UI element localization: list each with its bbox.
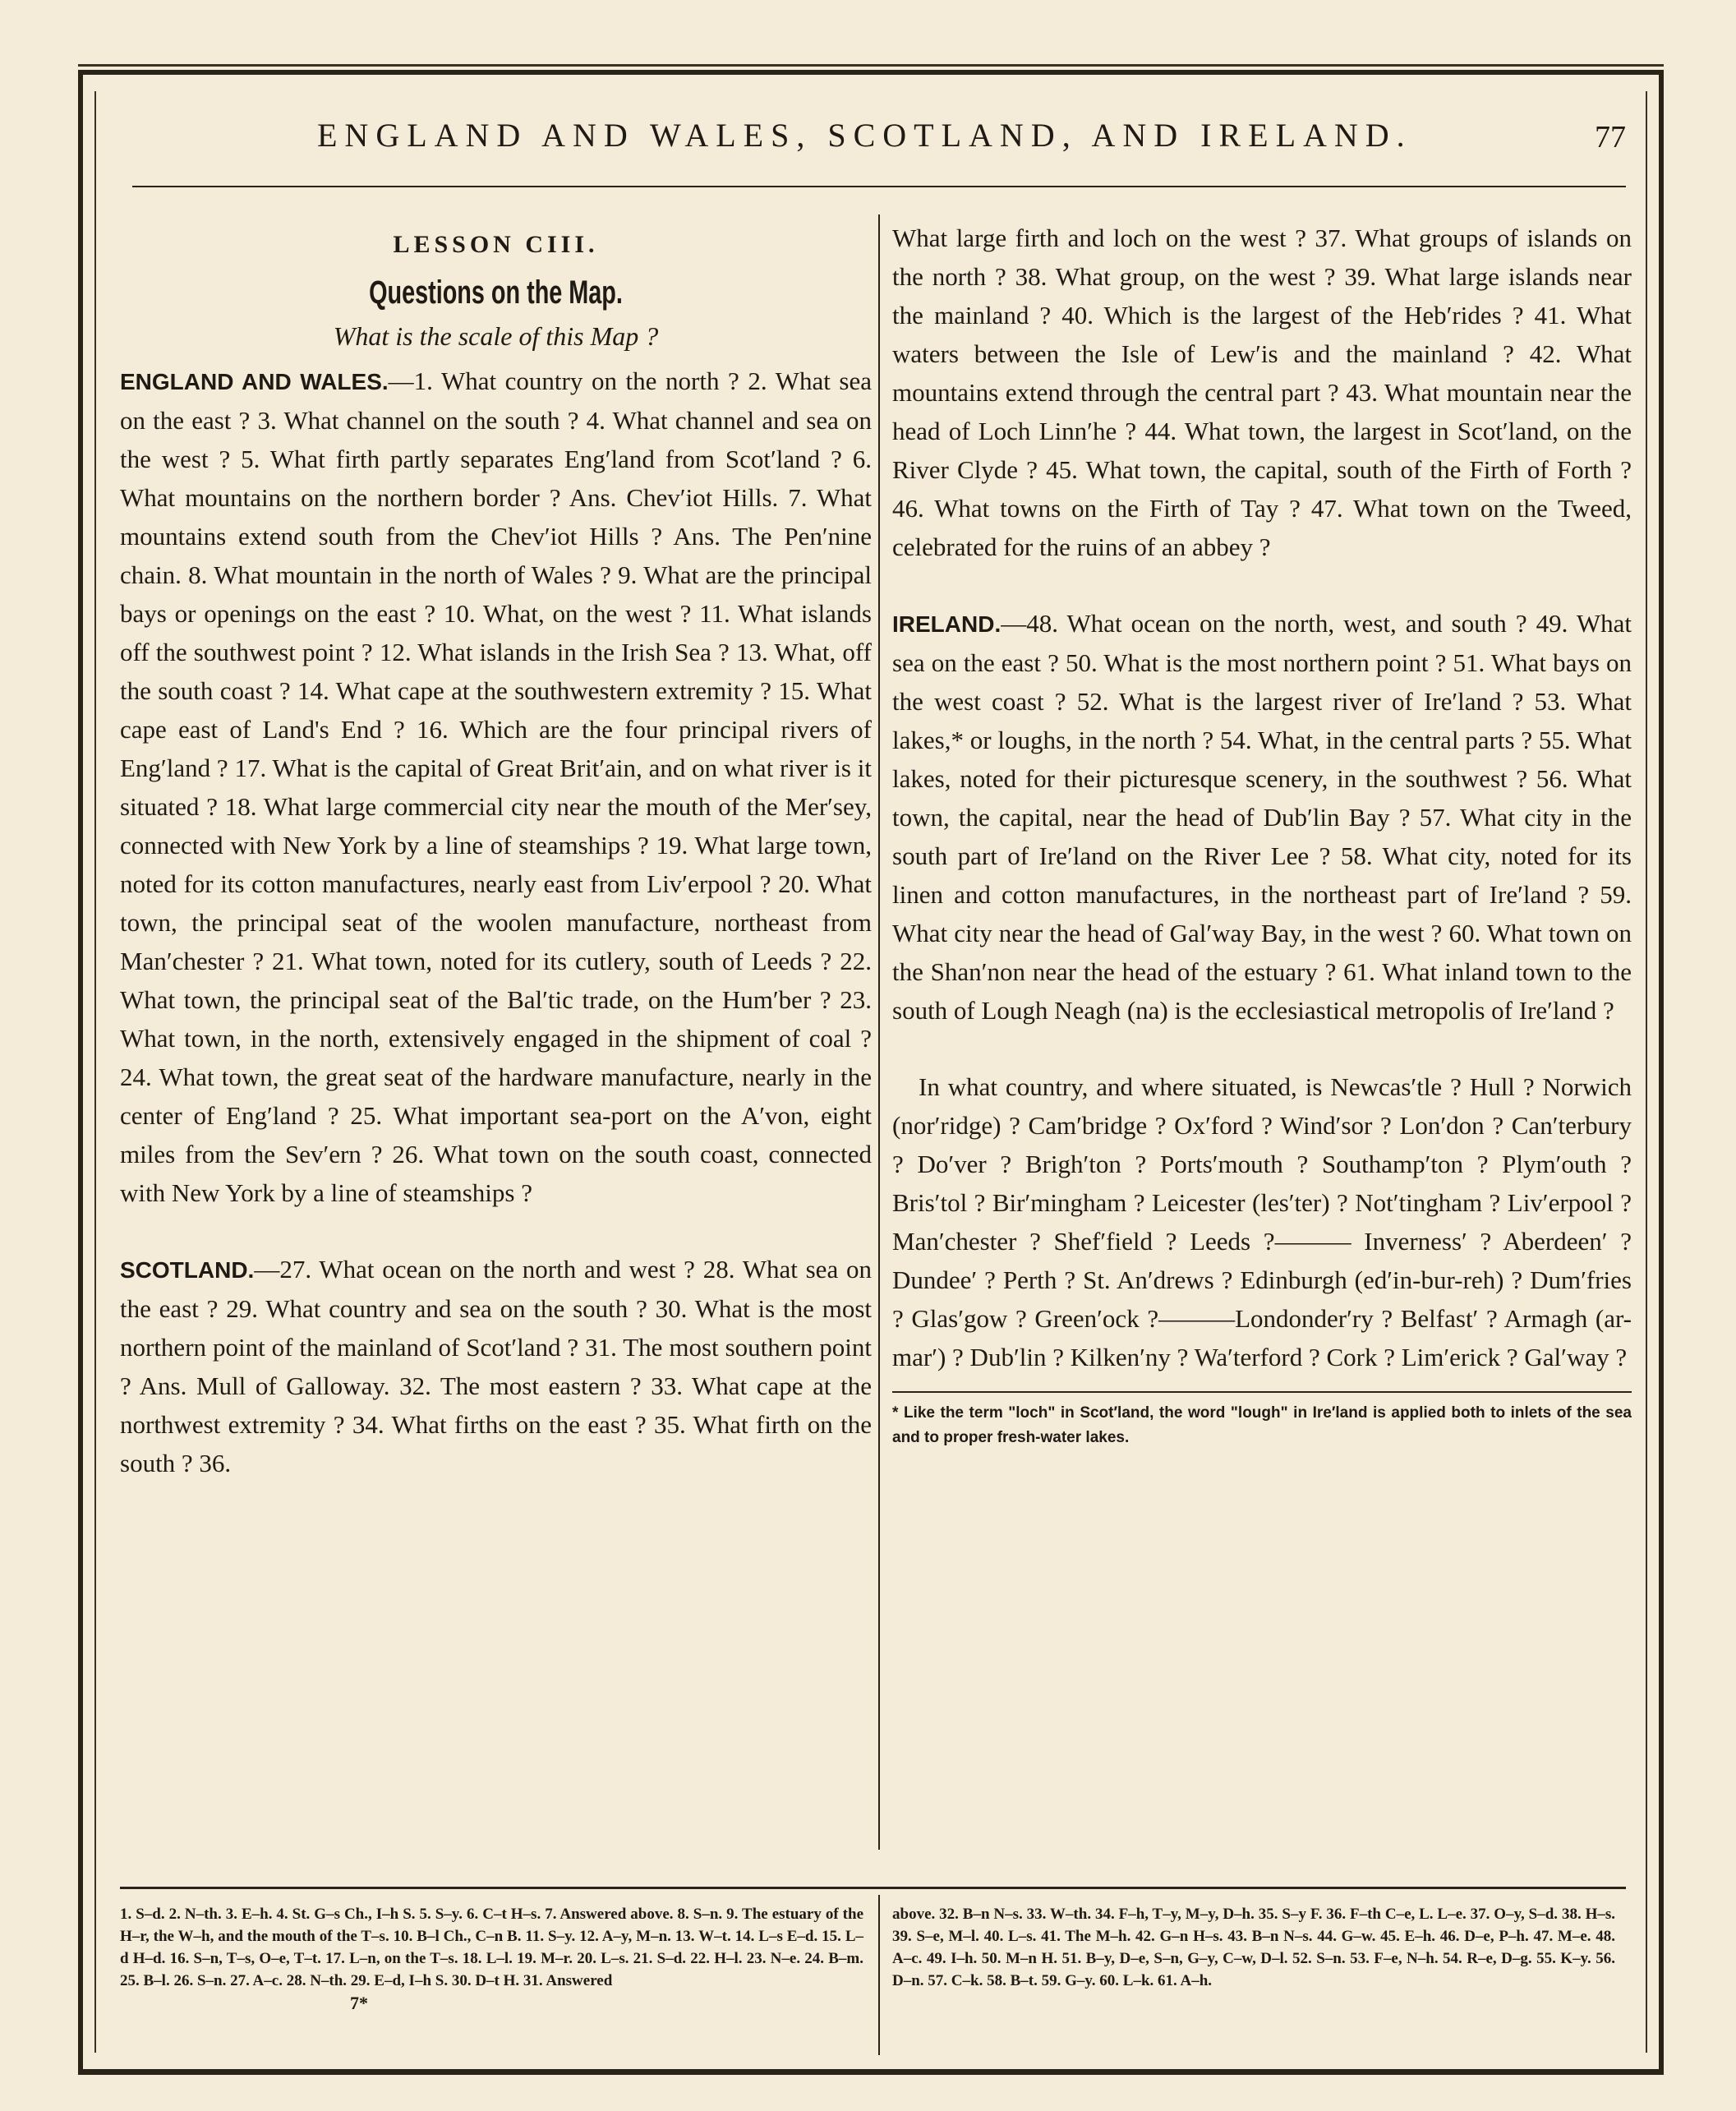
answers-left	[120, 1903, 863, 2014]
scale-question: What is the scale of this Map ?	[333, 321, 659, 351]
spacer	[120, 1212, 872, 1250]
page-header	[132, 116, 1626, 182]
scotland-text-left: —27. What ocean on the north and west ? 28. What sea on the east ? 29. What country and sea on the south ? 30. What is the most northern point of the mainland of Scot′land ? 31. The most southern point ? Ans. Mull of Galloway. 32. The most eastern ? 33. What cape at the northwest extremity ? 34. What firths on the east ? 35. What firth on the south ? 36.	[120, 1255, 872, 1477]
scotland-section	[120, 1250, 872, 1482]
answers-left-text: 1. S–d. 2. N–th. 3. E–h. 4. St. G–s Ch., I–h S. 5. S–y. 6. C–t H–s. 7. Answered above. 8. S–n. 9. The estuary of the H–r, the W–h, and the mouth of the T–s. 10. B–l Ch., C–n B. 11. S–y. 12. A–y, M–n. 13. W–t. 14. L–s E–d. 15. L–d H–d. 16. S–n, T–s, O–e, T–t. 17. L–n, on the T–s. 18. L–l. 19. M–r. 20. L–s. 21. S–d. 22. H–l. 23. N–e. 24. B–m. 25. B–l. 26. S–n. 27. A–c. 28. N–th. 29. E–d, I–h S. 30. D–t H. 31. Answered	[120, 1906, 863, 1989]
ireland-heading: IRELAND.	[892, 611, 1002, 637]
questions-title: Questions on the Map.	[369, 274, 623, 311]
answers-rule	[120, 1887, 1626, 1889]
top-border	[78, 64, 1664, 67]
header-rule	[132, 186, 1626, 187]
england-section	[120, 362, 872, 1212]
scotland-heading: SCOTLAND.	[120, 1257, 255, 1283]
england-heading: ENGLAND AND WALES.	[120, 369, 389, 394]
lesson-title: LESSON CIII.	[393, 231, 599, 258]
england-text: —1. What country on the north ? 2. What sea on the east ? 3. What channel on the south ? 4. What channel and sea on the west ? 5. What firth partly separates Eng′land from Scot′land ? 6. What mountains on the northern border ? Ans. Chev′iot Hills. 7. What mountains extend south from the Chev′iot Hills ? Ans. The Pen′nine chain. 8. What mountain in the north of Wales ? 9. What are the principal bays or openings on the east ? 10. What, on the west ? 11. What islands off the southwest point ? 12. What islands in the Irish Sea ? 13. What, off the south coast ? 14. What cape at the southwestern extremity ? 15. What cape east of Land's End ? 16. Which are the four principal rivers of Eng′land ? 17. What is the capital of Great Brit′ain, and on what river is it situated ? 18. What large commercial city near the mouth of the Mer′sey, connected with New York by a line of steamships ? 19. What large town, noted for its cotton manufactures, nearly east from Liv′erpool ? 20. What town, the principal seat of the woolen manufacture, northeast from Man′chester ? 21. What town, noted for its cutlery, south of Leeds ? 22. What town, the principal seat of the Bal′tic trade, on the Hum′ber ? 23. What town, in the north, extensively engaged in the shipment of coal ? 24. What town, the great seat of the hardware manufacture, nearly in the center of Eng′land ? 25. What important sea-port on the A′von, eight miles from the Sev′ern ? 26. What town on the south coast, connected with New York by a line of steamships ?	[120, 366, 872, 1207]
footnote: * Like the term "loch" in Scot′land, the word "lough" in Ire′land is applied both to inlets of the sea and to proper fresh-water lakes.	[892, 1404, 1632, 1446]
footnote-rule	[892, 1391, 1632, 1393]
inner-rule-right	[1646, 91, 1647, 2053]
page-number: 77	[1595, 120, 1626, 154]
running-title: ENGLAND AND WALES, SCOTLAND, AND IRELAND.	[317, 117, 1412, 154]
signature-mark: 7*	[350, 1993, 368, 2013]
page-frame	[78, 70, 1664, 2075]
left-column	[120, 219, 872, 1482]
column-divider	[878, 214, 880, 1850]
ireland-section	[892, 604, 1632, 1030]
right-column	[892, 219, 1632, 1450]
answers-right: above. 32. B–n N–s. 33. W–th. 34. F–h, T–y, M–y, D–h. 35. S–y F. 36. F–th C–e, L. L–e. 37. O–y, S–d. 38. H–s. 39. S–e, M–l. 40. L–s. 41. The M–h. 42. G–n H–s. 43. B–n N–s. 44. G–w. 45. E–h. 46. D–e, P–h. 47. M–e. 48. A–c. 49. I–h. 50. M–n H. 51. B–y, D–e, S–n, G–y, C–w, D–l. 52. S–n. 53. F–e, N–h. 54. R–e, D–g. 55. K–y. 56. D–n. 57. C–k. 58. B–t. 59. G–y. 60. L–k. 61. A–h.	[892, 1906, 1615, 1989]
answers-divider	[878, 1895, 880, 2055]
scotland-continued: What large firth and loch on the west ? 37. What groups of islands on the north ? 38. What group, on the west ? 39. What large islands near the mainland ? 40. Which is the largest of the Heb′rides ? 41. What waters between the Isle of Lew′is and the mainland ? 42. What mountains extend through the central part ? 43. What mountain near the head of Loch Linn′he ? 44. What town, the largest in Scot′land, on the River Clyde ? 45. What town, the capital, south of the Firth of Forth ? 46. What towns on the Firth of Tay ? 47. What town on the Tweed, celebrated for the ruins of an abbey ?	[892, 224, 1632, 561]
spacer	[892, 566, 1632, 604]
towns-section: In what country, and where situated, is Newcas′tle ? Hull ? Norwich (nor′ridge) ? Cam′bridge ? Ox′ford ? Wind′sor ? Lon′don ? Can′terbury ? Do′ver ? Brigh′ton ? Ports′mouth ? Southamp′ton ? Plym′outh ? Bris′tol ? Bir′mingham ? Leicester (les′ter) ? Not′tingham ? Liv′erpool ? Man′chester ? Shef′field ? Leeds ?——— Inverness′ ? Aberdeen′ ? Dundee′ ? Perth ? St. An′drews ? Edinburgh (ed′in-bur-reh) ? Dum′fries ? Glas′gow ? Green′ock ?———Londonder′ry ? Belfast′ ? Armagh (ar-mar′) ? Dub′lin ? Kilken′ny ? Wa′terford ? Cork ? Lim′erick ? Gal′way ?	[892, 1072, 1632, 1371]
inner-rule-left	[94, 91, 96, 2053]
spacer	[892, 1030, 1632, 1067]
ireland-text: —48. What ocean on the north, west, and south ? 49. What sea on the east ? 50. What is the most northern point ? 51. What bays on the west coast ? 52. What is the largest river of Ire′land ? 53. What lakes,* or loughs, in the north ? 54. What, in the central parts ? 55. What lakes, noted for their picturesque scenery, in the southwest ? 56. What town, the capital, near the head of Dub′lin Bay ? 57. What city in the south part of Ire′land on the River Lee ? 58. What city, noted for its linen and cotton manufactures, in the northeast part of Ire′land ? 59. What city near the head of Gal′way Bay, in the west ? 60. What town on the Shan′non near the head of the estuary ? 61. What inland town to the south of Lough Neagh (na) is the ecclesiastical metropolis of Ire′land ?	[892, 609, 1632, 1025]
